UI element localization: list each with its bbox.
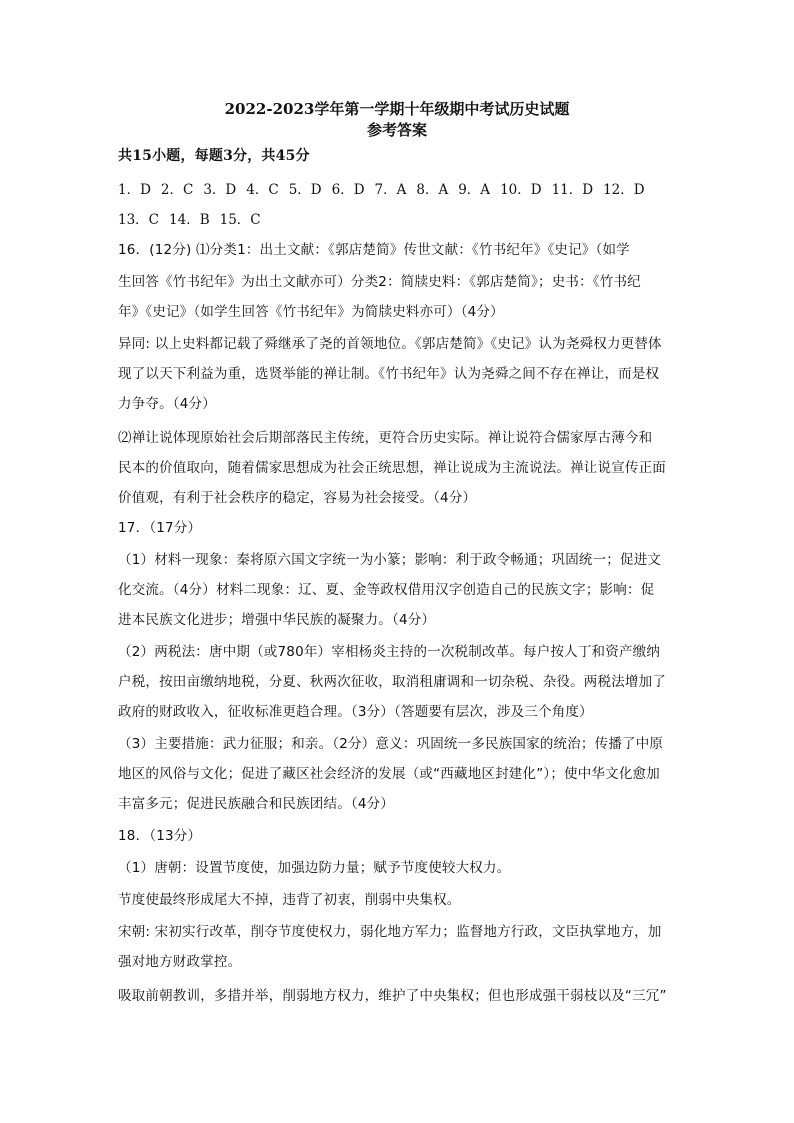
mc-answer: 2．C <box>160 182 194 198</box>
answer-line: 强对地方财政掌控。 <box>118 954 242 970</box>
answer-line: 节度使最终形成尾大不掉，违背了初衷，削弱中央集权。 <box>118 892 461 908</box>
answer-line: 价值观，有利于社会秩序的稳定，容易为社会接受。（4分） <box>118 490 477 506</box>
mc-answer: 14．B <box>169 212 210 228</box>
answer-line: 地区的风俗与文化；促进了藏区社会经济的发展（或“西藏地区封建化”）；使中华文化愈加 <box>118 766 660 782</box>
answer-line: 17．（17分） <box>118 520 202 536</box>
answer-line: 16．(12分) ⑴分类1：出土文献：《郭店楚简》传世文献：《竹书纪年》《史记》（如学 <box>118 242 630 258</box>
answer-line: 吸取前朝教训，多措并举，削弱地方权力，维护了中央集权；但也形成强干弱枝以及“三冗” <box>118 988 667 1004</box>
answer-line: 力争夺。（4分） <box>118 396 216 412</box>
scoring-note: 共15小题，每题3分，共45分 <box>118 148 310 164</box>
answer-line: 生回答《竹书纪年》为出土文献亦可）分类2：简牍史料：《郭店楚简》；史书：《竹书纪 <box>118 274 641 290</box>
answer-line: 异同: 以上史料都记载了舜继承了尧的首领地位。《郭店楚简》《史记》认为尧舜权力更替体 <box>118 336 662 352</box>
mc-answer: 7．A <box>374 182 407 198</box>
mc-answer: 10．D <box>500 182 542 198</box>
mc-answers-row-2 <box>118 208 708 228</box>
answer-line: （1）唐朝：设置节度使，加强边防力量；赋予节度使较大权力。 <box>118 860 511 876</box>
mc-answer: 5．D <box>288 182 322 198</box>
mc-answer: 12．D <box>603 182 645 198</box>
answer-line: （2）两税法：唐中期（或780年）宰相杨炎主持的一次税制改革。每户按人丁和资产缴纳 <box>118 644 661 660</box>
document-title: 2022-2023学年第一学期十年级期中考试历史试题 <box>224 100 570 118</box>
answer-line: 现了以天下利益为重，选贤举能的禅让制。《竹书纪年》认为尧舜之间不存在禅让，而是权 <box>118 366 660 382</box>
mc-answer: 9．A <box>458 182 491 198</box>
answer-line: （3）主要措施：武力征服；和亲。（2分）意义：巩固统一多民族国家的统治；传播了中原 <box>118 736 664 752</box>
answer-line: ⑵禅让说体现原始社会后期部落民主传统，更符合历史实际。禅让说符合儒家厚古薄今和 <box>118 430 653 446</box>
answer-line: 进本民族文化进步；增强中华民族的凝聚力。（4分） <box>118 612 436 628</box>
answer-line: 政府的财政收入，征收标准更趋合理。（3分）（答题要有层次，涉及三个角度） <box>118 704 593 720</box>
mc-answer: 15．C <box>219 212 261 228</box>
answer-line: 宋朝: 宋初实行改革，削夺节度使权力，弱化地方军力；监督地方行政，文臣执掌地方，加 <box>118 924 662 940</box>
answer-line: 丰富多元；促进民族融合和民族团结。（4分） <box>118 796 395 812</box>
mc-answers-row-1 <box>118 178 708 198</box>
mc-answer: 13．C <box>118 212 160 228</box>
document-subtitle: 参考答案 <box>366 121 427 139</box>
answer-line: 民本的价值取向，随着儒家思想成为社会正统思想，禅让说成为主流说法。禅让说宣传正面 <box>118 460 666 476</box>
answer-line: 18．（13分） <box>118 828 202 844</box>
answer-line: 化交流。（4分）材料二现象：辽、夏、金等政权借用汉字创造自己的民族文字；影响：促 <box>118 582 655 598</box>
mc-answer: 11．D <box>551 182 594 198</box>
mc-answer: 4．C <box>246 182 279 198</box>
answer-line: 户税，按田亩缴纳地税，分夏、秋两次征收，取消租庸调和一切杂税、杂役。两税法增加了 <box>118 674 666 690</box>
answer-line: 年》《史记》（如学生回答《竹书纪年》为简牍史料亦可）（4分） <box>118 304 504 320</box>
answer-line: （1）材料一现象：秦将原六国文字统一为小篆；影响：利于政令畅通；巩固统一；促进文 <box>118 552 662 568</box>
mc-answer: 1．D <box>118 182 151 198</box>
mc-answer: 6．D <box>331 182 365 198</box>
mc-answer: 3．D <box>203 182 237 198</box>
mc-answer: 8．A <box>416 182 449 198</box>
